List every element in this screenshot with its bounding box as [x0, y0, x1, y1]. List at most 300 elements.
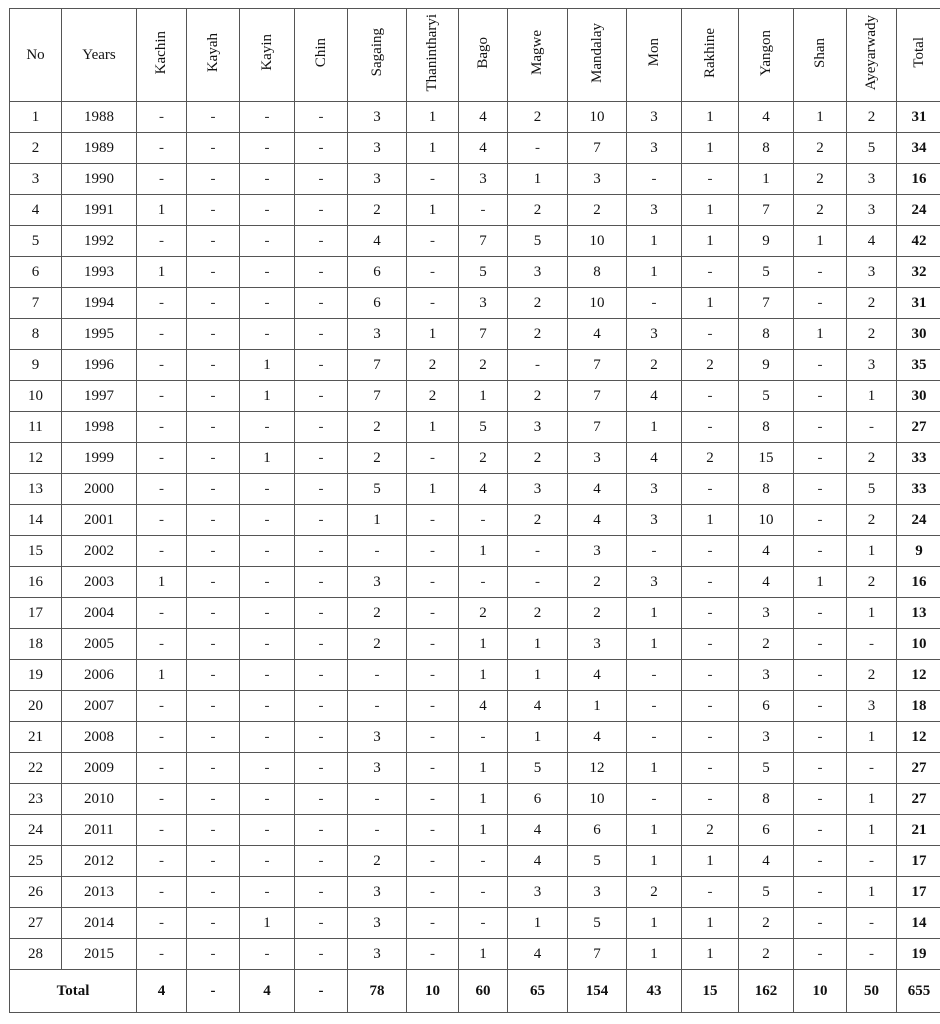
- value-cell: -: [187, 691, 240, 722]
- value-cell: -: [794, 629, 847, 660]
- value-cell: -: [407, 846, 459, 877]
- value-cell: -: [508, 536, 568, 567]
- value-cell: 1: [794, 102, 847, 133]
- column-total-cell: 50: [847, 970, 897, 1013]
- value-cell: -: [240, 164, 295, 195]
- column-total-cell: 154: [568, 970, 627, 1013]
- value-cell: 1: [627, 908, 682, 939]
- column-header-label: Chin: [312, 37, 329, 68]
- value-cell: -: [794, 660, 847, 691]
- value-cell: -: [682, 598, 739, 629]
- table-row: [10, 846, 940, 877]
- value-cell: -: [407, 505, 459, 536]
- value-cell: 1: [459, 381, 508, 412]
- table-row: [10, 164, 940, 195]
- value-cell: 3: [348, 164, 407, 195]
- value-cell: 2: [459, 598, 508, 629]
- value-cell: 6: [348, 288, 407, 319]
- value-cell: -: [240, 660, 295, 691]
- year-cell: 2006: [62, 660, 137, 691]
- value-cell: -: [407, 660, 459, 691]
- value-cell: 3: [348, 877, 407, 908]
- value-cell: -: [508, 567, 568, 598]
- row-number-cell: 7: [10, 288, 62, 319]
- column-header: [62, 9, 137, 102]
- year-cell: 1992: [62, 226, 137, 257]
- value-cell: 2: [568, 195, 627, 226]
- value-cell: -: [407, 226, 459, 257]
- value-cell: 5: [508, 226, 568, 257]
- value-cell: -: [137, 939, 187, 970]
- value-cell: -: [295, 784, 348, 815]
- value-cell: 3: [508, 412, 568, 443]
- value-cell: -: [682, 381, 739, 412]
- value-cell: 7: [348, 381, 407, 412]
- value-cell: -: [295, 722, 348, 753]
- value-cell: -: [295, 846, 348, 877]
- value-cell: 3: [847, 350, 897, 381]
- value-cell: -: [847, 908, 897, 939]
- value-cell: 1: [794, 226, 847, 257]
- table-row: [10, 939, 940, 970]
- row-number-cell: 23: [10, 784, 62, 815]
- column-header: [348, 9, 407, 102]
- value-cell: 7: [459, 226, 508, 257]
- value-cell: -: [240, 226, 295, 257]
- value-cell: -: [627, 536, 682, 567]
- value-cell: 1: [508, 629, 568, 660]
- row-number-cell: 18: [10, 629, 62, 660]
- row-number-cell: 1: [10, 102, 62, 133]
- year-cell: 2009: [62, 753, 137, 784]
- table-row: [10, 815, 940, 846]
- column-header: [682, 9, 739, 102]
- value-cell: -: [137, 536, 187, 567]
- value-cell: 3: [348, 939, 407, 970]
- value-cell: 4: [348, 226, 407, 257]
- value-cell: -: [240, 567, 295, 598]
- value-cell: 1: [682, 102, 739, 133]
- value-cell: -: [187, 536, 240, 567]
- column-header-label: Kayah: [204, 32, 221, 73]
- value-cell: -: [407, 815, 459, 846]
- table-row: [10, 753, 940, 784]
- value-cell: -: [794, 877, 847, 908]
- value-cell: 1: [459, 815, 508, 846]
- year-cell: 1996: [62, 350, 137, 381]
- value-cell: 2: [847, 102, 897, 133]
- column-header-label: Ayeyarwady: [863, 14, 879, 91]
- value-cell: 2: [847, 567, 897, 598]
- value-cell: 1: [794, 319, 847, 350]
- column-total-cell: 4: [240, 970, 295, 1013]
- value-cell: 2: [847, 443, 897, 474]
- value-cell: 3: [459, 164, 508, 195]
- row-total-cell: 35: [897, 350, 940, 381]
- value-cell: -: [627, 784, 682, 815]
- value-cell: -: [295, 350, 348, 381]
- value-cell: 4: [568, 722, 627, 753]
- value-cell: 8: [739, 133, 794, 164]
- value-cell: -: [459, 877, 508, 908]
- value-cell: -: [187, 443, 240, 474]
- value-cell: -: [240, 412, 295, 443]
- value-cell: -: [240, 319, 295, 350]
- value-cell: 6: [508, 784, 568, 815]
- value-cell: -: [187, 939, 240, 970]
- value-cell: 8: [568, 257, 627, 288]
- value-cell: 2: [508, 443, 568, 474]
- row-number-cell: 26: [10, 877, 62, 908]
- value-cell: 4: [739, 536, 794, 567]
- table-row: [10, 133, 940, 164]
- column-header-label: Shan: [811, 37, 828, 68]
- value-cell: 7: [568, 133, 627, 164]
- value-cell: 1: [407, 102, 459, 133]
- value-cell: -: [794, 381, 847, 412]
- column-header: [739, 9, 794, 102]
- value-cell: 3: [847, 195, 897, 226]
- column-header-label: No: [26, 46, 45, 63]
- column-header-label: Yangon: [757, 29, 774, 76]
- value-cell: 5: [847, 133, 897, 164]
- value-cell: -: [187, 195, 240, 226]
- value-cell: 1: [627, 753, 682, 784]
- row-total-cell: 18: [897, 691, 940, 722]
- value-cell: -: [187, 319, 240, 350]
- value-cell: 10: [568, 784, 627, 815]
- value-cell: -: [407, 288, 459, 319]
- value-cell: 3: [627, 102, 682, 133]
- row-total-cell: 30: [897, 381, 940, 412]
- value-cell: -: [794, 412, 847, 443]
- value-cell: 3: [508, 474, 568, 505]
- row-number-cell: 10: [10, 381, 62, 412]
- row-total-cell: 12: [897, 660, 940, 691]
- value-cell: 1: [508, 164, 568, 195]
- value-cell: 1: [847, 815, 897, 846]
- value-cell: 4: [459, 474, 508, 505]
- value-cell: -: [137, 133, 187, 164]
- value-cell: 2: [794, 133, 847, 164]
- value-cell: 1: [627, 815, 682, 846]
- column-header-label: Mon: [645, 38, 662, 67]
- value-cell: 1: [407, 319, 459, 350]
- column-header-label: Bago: [474, 36, 491, 69]
- value-cell: 2: [794, 164, 847, 195]
- row-number-cell: 20: [10, 691, 62, 722]
- value-cell: 1: [348, 505, 407, 536]
- value-cell: 7: [739, 288, 794, 319]
- row-number-cell: 6: [10, 257, 62, 288]
- value-cell: 4: [739, 102, 794, 133]
- row-number-cell: 4: [10, 195, 62, 226]
- value-cell: -: [240, 536, 295, 567]
- value-cell: -: [295, 660, 348, 691]
- value-cell: 5: [568, 846, 627, 877]
- value-cell: 1: [137, 257, 187, 288]
- column-header: [568, 9, 627, 102]
- value-cell: 4: [568, 505, 627, 536]
- grand-total-cell: 655: [897, 970, 940, 1013]
- value-cell: -: [348, 691, 407, 722]
- row-number-cell: 16: [10, 567, 62, 598]
- value-cell: -: [682, 257, 739, 288]
- value-cell: -: [295, 629, 348, 660]
- value-cell: -: [187, 412, 240, 443]
- value-cell: -: [407, 629, 459, 660]
- row-total-cell: 16: [897, 567, 940, 598]
- table-row: [10, 319, 940, 350]
- value-cell: 4: [568, 319, 627, 350]
- value-cell: -: [682, 319, 739, 350]
- value-cell: -: [240, 846, 295, 877]
- value-cell: -: [295, 164, 348, 195]
- value-cell: 2: [847, 505, 897, 536]
- value-cell: 9: [739, 350, 794, 381]
- value-cell: 4: [627, 381, 682, 412]
- value-cell: 3: [348, 753, 407, 784]
- value-cell: -: [137, 815, 187, 846]
- value-cell: 2: [508, 505, 568, 536]
- table-row: [10, 784, 940, 815]
- value-cell: -: [137, 753, 187, 784]
- value-cell: -: [682, 722, 739, 753]
- value-cell: -: [682, 412, 739, 443]
- table-row: [10, 691, 940, 722]
- value-cell: 1: [568, 691, 627, 722]
- column-header-label: Sagaing: [368, 28, 385, 77]
- value-cell: 1: [508, 908, 568, 939]
- value-cell: 2: [568, 567, 627, 598]
- value-cell: -: [682, 567, 739, 598]
- value-cell: -: [295, 257, 348, 288]
- value-cell: 3: [627, 319, 682, 350]
- value-cell: 7: [568, 381, 627, 412]
- value-cell: 3: [847, 164, 897, 195]
- row-total-cell: 12: [897, 722, 940, 753]
- row-total-cell: 34: [897, 133, 940, 164]
- value-cell: -: [187, 598, 240, 629]
- value-cell: -: [137, 691, 187, 722]
- value-cell: -: [137, 505, 187, 536]
- row-total-cell: 10: [897, 629, 940, 660]
- value-cell: 5: [739, 381, 794, 412]
- value-cell: 7: [459, 319, 508, 350]
- value-cell: -: [794, 908, 847, 939]
- value-cell: 3: [568, 629, 627, 660]
- value-cell: -: [295, 474, 348, 505]
- value-cell: -: [407, 443, 459, 474]
- year-cell: 2012: [62, 846, 137, 877]
- year-cell: 1990: [62, 164, 137, 195]
- column-header: [794, 9, 847, 102]
- row-total-cell: 27: [897, 784, 940, 815]
- value-cell: -: [295, 288, 348, 319]
- value-cell: 10: [739, 505, 794, 536]
- column-header-label: Rakhine: [701, 27, 718, 78]
- value-cell: -: [348, 815, 407, 846]
- value-cell: 1: [459, 784, 508, 815]
- value-cell: 6: [739, 691, 794, 722]
- year-cell: 2000: [62, 474, 137, 505]
- value-cell: -: [794, 598, 847, 629]
- row-number-cell: 11: [10, 412, 62, 443]
- value-cell: 3: [739, 598, 794, 629]
- table-row: [10, 474, 940, 505]
- value-cell: 4: [568, 660, 627, 691]
- value-cell: 1: [627, 226, 682, 257]
- value-cell: 1: [847, 598, 897, 629]
- value-cell: 9: [739, 226, 794, 257]
- value-cell: -: [187, 753, 240, 784]
- value-cell: -: [508, 133, 568, 164]
- value-cell: -: [295, 877, 348, 908]
- value-cell: -: [137, 846, 187, 877]
- value-cell: -: [187, 815, 240, 846]
- value-cell: 5: [508, 753, 568, 784]
- value-cell: 1: [407, 133, 459, 164]
- column-total-cell: 78: [348, 970, 407, 1013]
- value-cell: -: [187, 629, 240, 660]
- value-cell: 2: [847, 319, 897, 350]
- value-cell: 2: [508, 288, 568, 319]
- value-cell: -: [407, 784, 459, 815]
- column-header: [295, 9, 348, 102]
- value-cell: 3: [348, 722, 407, 753]
- value-cell: 3: [459, 288, 508, 319]
- value-cell: -: [240, 102, 295, 133]
- column-total-cell: 10: [794, 970, 847, 1013]
- value-cell: -: [187, 102, 240, 133]
- value-cell: 2: [508, 319, 568, 350]
- value-cell: -: [459, 195, 508, 226]
- row-number-cell: 3: [10, 164, 62, 195]
- value-cell: 1: [739, 164, 794, 195]
- table-row: [10, 598, 940, 629]
- value-cell: -: [187, 474, 240, 505]
- value-cell: 2: [459, 443, 508, 474]
- value-cell: -: [137, 908, 187, 939]
- value-cell: -: [240, 195, 295, 226]
- row-total-cell: 9: [897, 536, 940, 567]
- value-cell: 1: [407, 474, 459, 505]
- value-cell: 2: [627, 350, 682, 381]
- value-cell: -: [348, 660, 407, 691]
- column-header-label: Kachin: [153, 30, 169, 75]
- value-cell: 5: [739, 877, 794, 908]
- value-cell: -: [794, 815, 847, 846]
- value-cell: -: [137, 288, 187, 319]
- value-cell: -: [240, 598, 295, 629]
- value-cell: 3: [568, 877, 627, 908]
- value-cell: 5: [739, 257, 794, 288]
- value-cell: -: [794, 443, 847, 474]
- value-cell: 1: [682, 939, 739, 970]
- value-cell: -: [295, 505, 348, 536]
- value-cell: 3: [348, 102, 407, 133]
- value-cell: -: [682, 691, 739, 722]
- column-header-label: Magwe: [529, 30, 545, 75]
- value-cell: -: [295, 691, 348, 722]
- column-header: [407, 9, 459, 102]
- value-cell: 10: [568, 226, 627, 257]
- value-cell: -: [847, 412, 897, 443]
- value-cell: -: [794, 350, 847, 381]
- value-cell: 4: [508, 815, 568, 846]
- value-cell: 5: [568, 908, 627, 939]
- row-number-cell: 9: [10, 350, 62, 381]
- row-number-cell: 22: [10, 753, 62, 784]
- value-cell: 1: [137, 567, 187, 598]
- year-cell: 2015: [62, 939, 137, 970]
- value-cell: 7: [739, 195, 794, 226]
- value-cell: -: [187, 877, 240, 908]
- value-cell: -: [137, 629, 187, 660]
- value-cell: 2: [739, 939, 794, 970]
- value-cell: -: [295, 319, 348, 350]
- value-cell: 8: [739, 319, 794, 350]
- total-row: [10, 970, 940, 1013]
- table-row: [10, 257, 940, 288]
- year-cell: 2010: [62, 784, 137, 815]
- value-cell: -: [295, 195, 348, 226]
- value-cell: -: [187, 722, 240, 753]
- column-total-cell: -: [187, 970, 240, 1013]
- value-cell: 3: [739, 722, 794, 753]
- row-number-cell: 19: [10, 660, 62, 691]
- value-cell: 1: [240, 350, 295, 381]
- value-cell: 1: [137, 195, 187, 226]
- value-cell: -: [407, 598, 459, 629]
- value-cell: -: [187, 846, 240, 877]
- value-cell: -: [508, 350, 568, 381]
- table-header-row: [10, 9, 940, 102]
- value-cell: -: [407, 939, 459, 970]
- table-row: [10, 102, 940, 133]
- column-header: [10, 9, 62, 102]
- row-number-cell: 27: [10, 908, 62, 939]
- table-body: [10, 102, 940, 970]
- value-cell: -: [794, 474, 847, 505]
- value-cell: -: [187, 164, 240, 195]
- row-total-cell: 19: [897, 939, 940, 970]
- year-cell: 1988: [62, 102, 137, 133]
- row-number-cell: 17: [10, 598, 62, 629]
- value-cell: 3: [739, 660, 794, 691]
- value-cell: 4: [568, 474, 627, 505]
- value-cell: 2: [739, 908, 794, 939]
- value-cell: 3: [568, 536, 627, 567]
- value-cell: -: [794, 753, 847, 784]
- value-cell: -: [187, 257, 240, 288]
- value-cell: -: [240, 877, 295, 908]
- column-header: [847, 9, 897, 102]
- value-cell: -: [137, 164, 187, 195]
- value-cell: 2: [348, 195, 407, 226]
- table-row: [10, 443, 940, 474]
- total-label: Total: [10, 970, 137, 1013]
- row-total-cell: 17: [897, 877, 940, 908]
- row-number-cell: 13: [10, 474, 62, 505]
- year-cell: 2001: [62, 505, 137, 536]
- value-cell: 2: [682, 350, 739, 381]
- table-row: [10, 350, 940, 381]
- year-cell: 2011: [62, 815, 137, 846]
- value-cell: -: [407, 691, 459, 722]
- value-cell: 2: [348, 846, 407, 877]
- table-row: [10, 536, 940, 567]
